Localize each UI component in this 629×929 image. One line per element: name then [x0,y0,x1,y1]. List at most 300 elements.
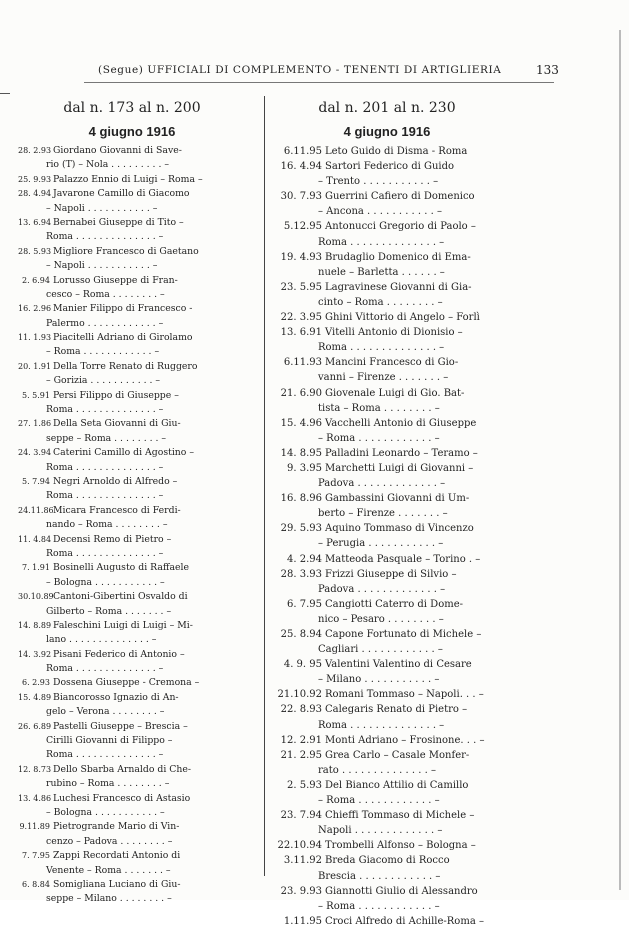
entry-first-line [18,619,246,633]
entry-first-line [18,820,246,834]
list-item [276,386,498,416]
entry-date: 1.11.95 [283,915,322,927]
entry-first-line [276,552,498,567]
list-item [18,475,246,504]
entry-date: 14. 8.89 [18,620,52,630]
list-item [18,417,246,446]
entry-text: Del Bianco Attilio di Camillo [325,779,469,791]
list-item [18,245,246,274]
entry-first-line [18,173,246,187]
entry-first-line [276,853,498,868]
entry-continuation-line [276,823,498,838]
entry-date: 28. 5.93 [18,246,52,256]
entry-continuation-line [18,259,246,273]
entry-text: Pastelli Giuseppe – Brescia – [53,720,188,732]
entry-continuation-line [276,582,498,597]
entry-date: 21. 2.95 [280,749,322,761]
entry-date: 27. 1.86 [18,419,52,429]
entry-text: Leto Guido di Disma - Roma [325,146,468,157]
entry-text: – Perugia . . . . . . . . . . . – [318,538,444,550]
entry-first-line [276,325,498,340]
list-item [18,360,246,389]
entry-text: Roma . . . . . . . . . . . . . . – [46,490,164,502]
list-item [18,820,246,849]
entry-first-line [276,355,498,370]
running-header [0,64,629,82]
list-item [276,280,498,310]
entry-text: rio (T) – Nola . . . . . . . . . – [46,159,170,171]
entry-first-line [276,416,498,431]
list-item [18,676,246,690]
entry-date: 14. 3.92 [18,649,52,659]
entry-continuation-line [276,793,498,808]
entry-date: 22. 8.93 [280,704,322,716]
list-item [18,331,246,360]
entry-text: gelo – Verona . . . . . . . . – [46,706,165,718]
entry-first-line [18,691,246,705]
entry-date: 12. 2.91 [280,734,322,746]
entry-continuation-line [18,489,246,503]
entry-text: Negri Arnoldo di Alfredo – [53,475,178,487]
entry-first-line [18,533,246,547]
entry-text: – Trento . . . . . . . . . . . – [318,176,439,188]
entry-continuation-line [18,748,246,762]
entry-text: Breda Giacomo di Rocco [325,855,450,867]
list-item [276,219,498,249]
entry-date: 9. 3.95 [287,462,322,474]
entry-date: 24.11.86 [18,505,54,515]
entry-text: – Milano . . . . . . . . . . . – [318,674,440,686]
entry-text: Roma . . . . . . . . . . . . . . – [318,236,445,248]
entry-date: 7. 1.91 [22,563,50,573]
list-item [276,159,498,189]
entry-date: 9.11.89 [19,822,50,832]
entry-first-line [276,521,498,536]
entry-first-line [18,144,246,158]
entry-text: cinto – Roma . . . . . . . . – [318,296,443,308]
entry-date: 6. 8.84 [22,879,50,889]
entry-date: 21. 6.90 [280,387,322,399]
entry-date: 12. 8.73 [18,764,52,774]
left-column [18,96,246,907]
entry-first-line [276,310,498,325]
entry-continuation-line [18,158,246,172]
entry-continuation-line [276,536,498,551]
entry-continuation-line [18,518,246,532]
entry-date: 13. 6.91 [280,327,322,339]
list-item [18,792,246,821]
entry-first-line [276,687,498,702]
right-date-heading: 4 giugno 1916 [343,124,431,139]
entry-first-line [276,884,498,899]
entry-text: Roma . . . . . . . . . . . . . . – [46,547,164,559]
entry-first-line [276,808,498,823]
right-column [276,96,498,929]
entry-text: Zappi Recordati Antonio di [53,850,181,862]
entry-text: Lorusso Giuseppe di Fran- [53,274,178,286]
entry-date: 28. 4.94 [18,189,52,199]
list-item [18,173,246,187]
entry-text: seppe – Milano . . . . . . . . – [46,893,172,905]
entry-text: Aquino Tommaso di Vincenzo [325,523,474,535]
entry-text: Brudaglio Domenico di Ema- [325,251,471,263]
list-item [18,144,246,173]
entry-text: Pietrogrande Mario di Vin- [53,821,180,833]
entry-date: 15. 4.96 [280,417,322,429]
entry-text: Padova . . . . . . . . . . . . . – [318,478,446,490]
entry-first-line [276,567,498,582]
entry-text: Roma . . . . . . . . . . . . . . – [46,749,164,761]
entry-continuation-line [18,345,246,359]
entry-date: 24. 3.94 [18,448,52,458]
list-item [276,733,498,748]
entry-date: 20. 1.91 [18,361,52,371]
entry-text: Croci Alfredo di Achille-Roma – [325,915,484,927]
entry-first-line [18,216,246,230]
entry-continuation-line [276,718,498,733]
entry-text: Gilberto – Roma . . . . . . . – [46,605,172,617]
entry-text: vanni – Firenze . . . . . . . – [318,372,449,384]
list-item [276,657,498,687]
entry-continuation-line [18,864,246,878]
page-edge [619,30,621,890]
entry-first-line [18,849,246,863]
entry-date: 6.11.93 [283,357,322,369]
entry-continuation-line [18,576,246,590]
entry-continuation-line [276,642,498,657]
entry-continuation-line [276,174,498,189]
entry-continuation-line [276,295,498,310]
entry-date: 28. 3.93 [280,568,322,580]
list-item [276,446,498,461]
list-item [276,552,498,567]
right-range-heading: dal n. 201 al n. 230 [318,100,456,116]
entry-first-line [18,360,246,374]
entry-continuation-line [276,265,498,280]
entry-continuation-line [276,401,498,416]
entry-text: Vacchelli Antonio di Giuseppe [325,417,477,429]
entry-text: Bernabei Giuseppe di Tito – [53,216,184,228]
entry-first-line [18,302,246,316]
list-item [276,250,498,280]
entry-date: 2. 5.93 [287,779,322,791]
entry-continuation-line [18,317,246,331]
entry-text: Roma . . . . . . . . . . . . . . – [46,663,164,675]
list-item [276,325,498,355]
list-item [276,914,498,929]
entry-text: Monti Adriano – Frosinone. . . – [325,734,485,746]
entry-first-line [276,838,498,853]
list-item [18,561,246,590]
entry-first-line [276,627,498,642]
page-number: 133 [536,63,559,77]
entry-first-line [18,475,246,489]
list-item [18,648,246,677]
list-item [276,778,498,808]
entry-text: Vitelli Antonio di Dionisio – [325,327,463,339]
entry-text: Romani Tommaso – Napoli. . . – [325,689,484,701]
list-item [276,567,498,597]
entry-continuation-line [276,899,498,914]
entry-date: 7. 7.95 [22,851,50,861]
entry-date: 4. 9. 95 [283,659,322,671]
list-item [276,461,498,491]
entry-date: 21.10.92 [277,689,322,701]
entry-continuation-line [18,230,246,244]
entry-text: Lagravinese Giovanni di Gia- [325,281,472,293]
entry-date: 28. 2.93 [18,146,52,155]
entry-date: 13. 6.94 [18,217,52,227]
entry-date: 6.11.95 [283,146,322,157]
entry-text: Migliore Francesco di Gaetano [53,245,199,257]
entry-text: Palermo . . . . . . . . . . . . – [46,317,164,329]
entry-continuation-line [18,403,246,417]
entry-text: – Bologna . . . . . . . . . . . – [46,806,165,818]
entry-text: Guerrini Cafiero di Domenico [325,191,475,203]
entry-first-line [276,914,498,929]
entry-continuation-line [276,204,498,219]
left-entries [18,144,246,907]
entry-text: Frizzi Giuseppe di Silvio – [325,568,457,580]
entry-text: Cirilli Giovanni di Filippo – [46,735,173,747]
list-item [276,189,498,219]
list-item [276,853,498,883]
entry-text: – Roma . . . . . . . . . . . . – [318,900,440,912]
entry-text: Sartori Federico di Guido [325,161,455,173]
entry-text: Cagliari . . . . . . . . . . . . – [318,644,443,656]
entry-text: Roma . . . . . . . . . . . . . . – [46,231,164,243]
entry-text: rubino – Roma . . . . . . . . – [46,778,170,790]
entry-first-line [276,189,498,204]
entry-text: nico – Pesaro . . . . . . . . – [318,613,444,625]
entry-text: lano . . . . . . . . . . . . . . – [46,634,157,646]
entry-first-line [18,561,246,575]
entry-continuation-line [18,288,246,302]
entry-first-line [18,648,246,662]
entry-first-line [18,389,246,403]
entry-text: Bosinelli Augusto di Raffaele [53,562,189,574]
entry-continuation-line [18,202,246,216]
entry-date: 25. 9.93 [18,174,52,184]
list-item [276,808,498,838]
entry-text: Gambassini Giovanni di Um- [325,493,470,505]
entry-first-line [18,676,246,690]
entry-text: Faleschini Luigi di Luigi – Mi- [53,619,193,631]
list-item [18,590,246,619]
entry-first-line [18,274,246,288]
entry-continuation-line [18,547,246,561]
column-divider [264,96,265,876]
list-item [18,446,246,475]
entry-continuation-line [276,476,498,491]
entry-text: – Napoli . . . . . . . . . . . – [46,202,158,214]
entry-text: Roma . . . . . . . . . . . . . . – [46,461,164,473]
entry-text: – Gorizia . . . . . . . . . . . – [46,375,161,387]
entry-text: Brescia . . . . . . . . . . . . – [318,870,441,882]
entry-first-line [276,597,498,612]
list-item [18,274,246,303]
entry-continuation-line [18,806,246,820]
entry-text: Matteoda Pasquale – Torino . – [325,553,481,565]
entry-date: 14. 8.95 [280,447,322,459]
entry-date: 23. 9.93 [280,885,322,897]
entry-text: Della Seta Giovanni di Giu- [53,418,181,430]
entry-text: – Napoli . . . . . . . . . . . – [46,260,158,272]
entry-text: nando – Roma . . . . . . . . – [46,519,168,531]
entry-first-line [276,657,498,672]
entry-text: Somigliana Luciano di Giu- [53,878,181,890]
entry-date: 11. 1.93 [18,333,52,343]
entry-text: Napoli . . . . . . . . . . . . . – [318,825,443,837]
entry-date: 6. 7.95 [287,598,322,610]
list-item [18,302,246,331]
list-item [276,627,498,657]
entry-text: – Ancona . . . . . . . . . . . – [318,206,442,218]
entry-text: Luchesi Francesco di Astasio [53,792,191,804]
entry-first-line [18,590,246,604]
entry-first-line [18,763,246,777]
entry-first-line [18,187,246,201]
entry-text: rato . . . . . . . . . . . . . . – [318,764,436,776]
entry-first-line [276,461,498,476]
entry-continuation-line [276,370,498,385]
entry-text: Venente – Roma . . . . . . . – [46,864,171,876]
entry-text: Trombelli Alfonso – Bologna – [325,840,476,852]
entry-first-line [18,446,246,460]
entry-text: – Roma . . . . . . . . . . . . – [318,795,440,807]
entry-first-line [276,446,498,461]
entry-text: Marchetti Luigi di Giovanni – [325,462,474,474]
list-item [18,763,246,792]
entry-date: 15. 4.89 [18,692,52,702]
right-entries [276,144,498,929]
entry-text: Decensi Remo di Pietro – [53,533,172,545]
entry-continuation-line [18,705,246,719]
list-item [18,504,246,533]
list-item [276,597,498,627]
entry-date: 22. 3.95 [280,312,322,324]
list-item [18,849,246,878]
entry-date: 23. 7.94 [280,810,322,822]
entry-first-line [276,702,498,717]
header-rule [84,82,554,83]
entry-first-line [18,720,246,734]
entry-text: Roma . . . . . . . . . . . . . . – [318,342,445,354]
entry-date: 3.11.92 [283,855,322,867]
entry-first-line [18,792,246,806]
entry-first-line [18,878,246,892]
entry-text: Palazzo Ennio di Luigi – Roma – [53,173,203,185]
entry-continuation-line [276,612,498,627]
entry-date: 26. 6.89 [18,721,52,731]
entry-text: Valentini Valentino di Cesare [325,659,472,671]
entry-date: 23. 5.95 [280,281,322,293]
entry-text: Della Torre Renato di Ruggero [53,360,198,372]
entry-date: 13. 4.86 [18,793,52,803]
entry-text: berto – Firenze . . . . . . . – [318,508,448,520]
entry-continuation-line [276,431,498,446]
entry-text: Ghini Vittorio di Angelo – Forlì [325,312,480,324]
list-item [276,884,498,914]
entry-first-line [276,386,498,401]
entry-date: 4. 2.94 [287,553,322,565]
list-item [18,720,246,763]
list-item [18,691,246,720]
entry-continuation-line [276,869,498,884]
entry-date: 2. 6.94 [22,275,50,285]
entry-continuation-line [18,461,246,475]
list-item [276,838,498,853]
list-item [18,216,246,245]
list-item [276,355,498,385]
entry-date: 16. 8.96 [280,493,322,505]
entry-text: – Bologna . . . . . . . . . . . – [46,576,165,588]
entry-text: Giovenale Luigi di Gio. Bat- [325,387,465,399]
header-title: (Segue) UFFICIALI DI COMPLEMENTO - TENENTI DI ARTIGLIERIA [98,64,502,76]
entry-continuation-line [276,672,498,687]
entry-text: Roma . . . . . . . . . . . . . . – [318,719,445,731]
list-item [276,687,498,702]
entry-first-line [276,159,498,174]
entry-first-line [276,748,498,763]
entry-first-line [18,504,246,518]
entry-first-line [276,733,498,748]
entry-continuation-line [276,340,498,355]
entry-text: Manier Filippo di Francesco - [53,303,193,315]
entry-text: seppe – Roma . . . . . . . . – [46,432,167,444]
entry-first-line [276,778,498,793]
entry-first-line [276,250,498,265]
entry-date: 29. 5.93 [280,523,322,535]
entry-text: tista – Roma . . . . . . . . – [318,402,440,414]
entry-first-line [276,280,498,295]
entry-text: Caterini Camillo di Agostino – [53,447,194,459]
entry-first-line [18,245,246,259]
entry-first-line [276,219,498,234]
entry-date: 22.10.94 [277,840,322,852]
list-item [18,389,246,418]
entry-text: Cangiotti Caterro di Dome- [325,598,463,610]
entry-date: 30.10.89 [18,592,54,602]
left-range-heading: dal n. 173 al n. 200 [63,100,201,116]
list-item [18,878,246,907]
entry-text: Roma . . . . . . . . . . . . . . – [46,404,164,416]
entry-date: 30. 7.93 [280,191,322,203]
entry-date: 25. 8.94 [280,629,322,640]
entry-text: Giannotti Giulio di Alessandro [325,885,478,897]
entry-text: Javarone Camillo di Giacomo [53,188,190,200]
entry-continuation-line [276,506,498,521]
entry-continuation-line [18,734,246,748]
list-item [18,619,246,648]
entry-date: 5. 7.94 [22,476,50,486]
entry-text: Dello Sbarba Arnaldo di Che- [53,763,192,775]
entry-text: Piacitelli Adriano di Girolamo [53,332,193,344]
entry-text: Antonucci Gregorio di Paolo – [325,221,476,233]
entry-first-line [18,331,246,345]
list-item [276,416,498,446]
list-item [276,702,498,732]
entry-date: 5. 5.91 [22,390,50,400]
entry-first-line [276,491,498,506]
entry-date: 11. 4.84 [18,534,52,544]
entry-date: 5.12.95 [283,221,322,233]
entry-date: 16. 4.94 [280,161,322,173]
list-item [276,144,498,159]
entry-text: Biancorosso Ignazio di An- [53,691,179,703]
entry-text: – Roma . . . . . . . . . . . . – [318,432,440,444]
entry-continuation-line [18,835,246,849]
